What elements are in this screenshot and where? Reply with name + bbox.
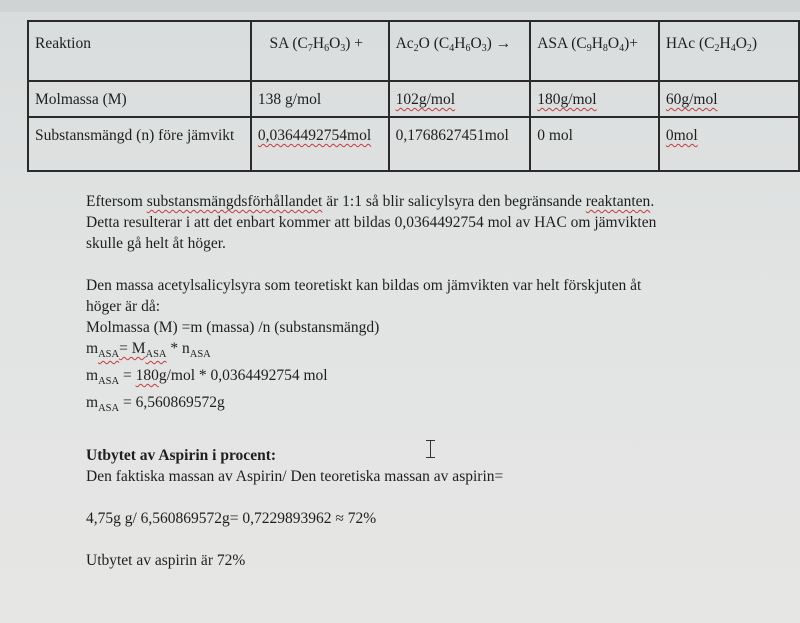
molmassa-sa: 138 g/mol [251,81,389,117]
substans-label: Substansmängd (n) före jämvikt [28,117,251,171]
header-sa-cell [251,21,389,81]
formula-molmassa: Molmassa (M) =m (massa) /n (substansmängd) [86,319,380,336]
reaction-table [27,20,800,172]
yield-conclusion: Utbytet av aspirin är 72% [86,552,246,569]
substans-sa-cell [251,117,389,171]
table-row-molmassa [28,81,799,117]
paragraph-result-line: Detta resulterar i att det enbart kommer att bildas 0,0364492754 mol av HAC om jämvikten [86,214,657,231]
substans-sa: 0,0364492754mol [257,127,372,144]
substans-hac-cell [659,117,799,171]
paragraph-result-line-2: skulle gå helt åt höger. [86,235,226,252]
heading-yield: Utbytet av Aspirin i procent: [86,447,277,464]
text-cursor-icon [430,440,440,458]
page-top-edge [0,0,800,12]
yield-calculation: 4,75g g/ 6,560869572g= 0,7229893962 ≈ 72% [86,510,377,527]
table-row-substans [28,117,799,171]
molmassa-label: Molmassa (M) [28,81,251,117]
header-hac-cell [659,21,799,81]
paragraph-yield-definition: Den faktiska massan av Aspirin/ Den teoretiska massan av aspirin= [86,468,504,485]
header-asa-cell [530,21,659,81]
molmassa-asa: 180g/mol [537,91,597,108]
substans-hac: 0mol [665,127,698,144]
sa-formula: SA $(C_7H_6O_3)$ + [269,35,364,54]
header-ac-cell [389,21,531,81]
ac-formula: $Ac_2O$ $(C_4H_6O_3)$ → [395,35,512,54]
paragraph-theoretical-mass: Den massa acetylsalicylsyra som teoretiskt kan bildas om jämvikten var helt förskjuten åt [86,277,642,294]
molmassa-hac: 60g/mol [665,91,718,108]
asa-formula: ASA $(C_9H_8O_4)+$ [537,35,639,54]
document-body [86,191,766,571]
paragraph-theoretical-mass-2: höger är då: [86,298,161,315]
table-row-header [28,21,799,81]
header-label-cell [28,21,251,81]
formula-mass-values: $m_{ASA} = 180g/mol * 0,0364492754$ mol [86,367,328,387]
formula-mass-result: $m_{ASA} = 6,560869572g$ [86,394,225,414]
formula-mass-general: $m_{ASA}= M_{ASA} * n_{ASA}$ [86,340,211,360]
substans-ac: 0,1768627451mol [389,117,531,171]
paragraph-limiting-reactant: Eftersom substansmängdsförhållandet är 1:1 så blir salicylsyra den begränsande reaktanten. [86,193,655,210]
hac-formula: HAc $(C_2H_4O_2)$ [665,35,758,54]
molmassa-hac-cell [659,81,799,117]
substans-asa: 0 mol [530,117,659,171]
molmassa-asa-cell [530,81,659,117]
molmassa-ac-cell [389,81,531,117]
header-label: Reaktion [35,35,91,52]
molmassa-ac: 102g/mol [395,91,456,108]
